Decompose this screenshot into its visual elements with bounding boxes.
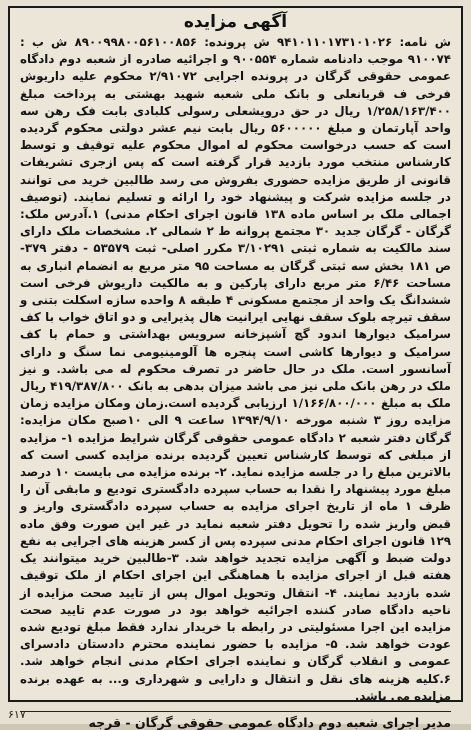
notice-title: آگهی مزایده [183, 12, 288, 32]
notice-signature: مدیر اجرای شعبه دوم دادگاه عمومی حقوقی گرگان - قرجه [88, 714, 451, 730]
divider [20, 711, 451, 712]
notice-body: ش نامه: ۹۴۱۰۱۱۰۱۷۳۱۰۱۰۲۶ ش پرونده: ۸۹۰۰۹۹۸۰۰۵۶۱۰۰۸۵۶ ش ب : ۹۱۰۰۷۴ موجب دادنامه شماره ۹۰۰۵۵۴ و اجرائیه صادره از شعبه دوم دادگاه عمومی حقوقی گرگان در پرونده اجرایی ۲/۹۱۰۷۲ محکوم علیه داریوش فرخی ف قربانعلی و بانک ملی شعبه شهید بهشتی به پرداخت مبلغ ۱/۲۵۸/۱۶۳/۴۰۰ ریال در حق درویشعلی رسولی کلبادی بابت فک رهن سه واحد آپارتمان و مبلغ ۵۶۰۰۰۰۰ ریال بابت نیم عشر دولتی محکوم گردیده است که حسب درخواست محکوم له اموال محکوم علیه توقیف و توسط کارشناس منتخب مورد بازدید قرار گرفته است که پس ازجری تشریفات قانونی از طریق مزایده حضوری بفروش می رسد طالبین خرید می توانند در جلسه مزایده شرکت و پیشنهاد خود را ارائه و تسلیم نمایند. (توصیف اجمالی ملک بر اساس ماده ۱۳۸ قانون اجرای احکام مدنی) ۱.آدرس ملک: گرگان - گرگان جدید ۳۰ مجتمع پروانه ط ۲ شمالی ۲. مشخصات ملک دارای سند مالکیت به شماره ثبتی ۳/۱۰۲۹۱ مکرر اصلی- ثبت ۵۳۵۷۹ - دفتر ۳۷۹- ص ۱۸۱ بخش سه ثبتی گرگان به مساحت ۹۵ متر مربع به انضمام انباری به مساحت ۶/۴۶ متر مربع دارای پارکین و به مالکیت داریوش فرخی است ششدانگ یک واحد از مجتمع مسکونی ۴ طبقه ۸ واحده سازه اسکلت بتنی و سقف تیرچه بلوک سقف نهایی ایرانیت هال پذیرایی و دو اتاق خواب با کف سرامیک دیوارها اندود گچ آشپزخانه سرویس بهداشتی و حمام با کف سرامیک و دیوارها کاشی است پنجره ها آلومینیومی نما سنگ و دارای آسانسور است. ملک در حال حاضر در تصرف محکوم له می باشد. و نیز ملک در رهن بانک ملی نیز می باشد میزان بدهی به بانک ۴۱۹/۳۸۷/۸۰۰ ریال ملک به مبلغ ۱/۱۶۶/۸۰۰/۰۰۰ ارزیابی گردیده است.زمان ومکان مزایده زمان مزایده روز ۳ شنبه مورخه ۱۳۹۴/۹/۱۰ ساعت ۹ الی ۱۰صبح مکان مزایده: گرگان دفتر شعبه ۲ دادگاه عمومی حقوقی گرگان شرایط مزایده ۱- مزایده از مبلغی که توسط کارشناس تعیین گردیده برنده مزایده کسی است که بالاترین مبلغ را در جلسه مزایده نماید. ۲- برنده مزایده می بایست ۱۰ درصد مبلغ مورد پیشنهاد را نقدا به حساب سپرده دادگستری تودیع و مابقی آن را ظرف ۱ ماه از تاریخ اجرای مزایده به حساب سپرده دادگستری واریز و قبض واریز شده را تحویل دفتر شعبه نماید در غیر این صورت وفق ماده ۱۲۹ قانون اجرای احکام مدنی سپرده پس از کسر هزینه های اجرایی به نفع دولت ضبط و آگهی مزایده تجدید خواهد شد. ۳-طالبین خرید میتوانند یک هفته قبل از اجرای مزایده با هماهنگی این اجرای احکام از ملک توقیف شده بازدید نمایند. ۴- انتقال وتحویل اموال پس از تایید صحت مزایده از ناحیه دادگاه صادر کننده اجرائیه خواهد بود در صورت عدم تایید صحت مزایده این اجرا مسئولیتی در رابطه با خریدار ندارد فقط مبلغ تودیع شده عودت خواهد شد. ۵- مزایده با حضور نماینده محترم دادستان دادسرای عمومی و انقلاب گرگان و نماینده اجرای احکام مدنی انجام خواهد شد. ۶.کلیه هزینه های نقل و انتقال و دارایی و شهرداری و... به عهده برنده مزایده می باشد. [20, 35, 452, 703]
page-number-bottom: ۶۱۷ [8, 708, 26, 721]
